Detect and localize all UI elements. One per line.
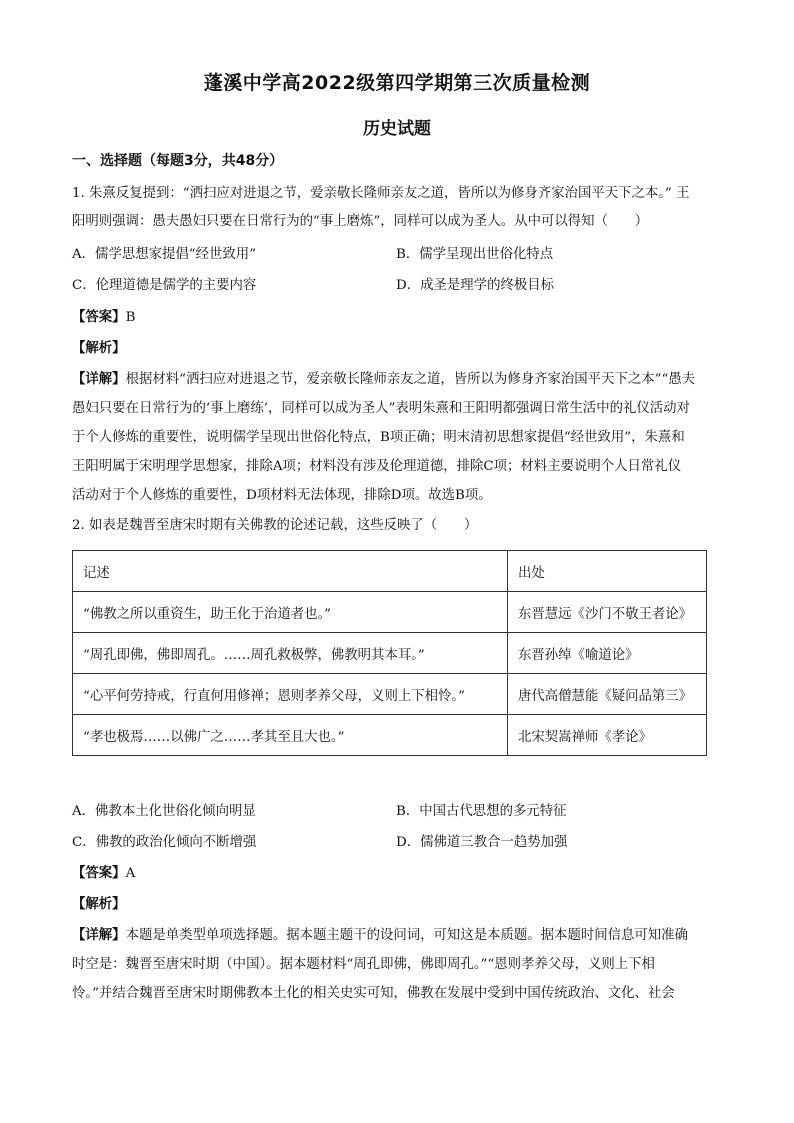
table-cell-source: 唐代高僧慧能《疑问品第三》: [508, 674, 707, 715]
q1-detail-text-1: 根据材料“洒扫应对进退之节，爱亲敬长隆师亲友之道，皆所以为修身齐家治国平天下之本”“愚夫: [125, 372, 696, 387]
table-cell-record: “佛教之所以重资生，助王化于治道者也。”: [73, 592, 508, 633]
exam-title: 蓬溪中学高2022级第四学期第三次质量检测: [203, 72, 591, 94]
q2-detail-line-3: 怜。”并结合魏晋至唐宋时期佛教本土化的相关史实可知，佛教在发展中受到中国传统政治、文化、社会: [72, 986, 675, 1001]
table-row: [73, 674, 707, 715]
q1-option-a: A．儒学思想家提倡“经世致用”: [72, 247, 257, 262]
q1-detail-line-1: [72, 366, 722, 393]
q1-analysis: [72, 337, 126, 356]
analysis-label: 【解析】: [72, 897, 126, 912]
table-cell-source: 北宋契嵩禅师《孝论》: [508, 715, 707, 756]
table-cell-record: “心平何劳持戒，行直何用修禅；恩则孝养父母，义则上下相怜。”: [73, 674, 508, 715]
q1-detail-line-4: 王阳明属于宋明理学思想家，排除A项；材料没有涉及伦理道德，排除C项；材料主要说明个人日常礼仪: [72, 459, 682, 474]
q1-stem-line-2: 阳明则强调：愚夫愚妇只要在日常行为的“事上磨炼”，同样可以成为圣人。从中可以得知（ ）: [72, 214, 649, 229]
table-header-row: [73, 551, 707, 592]
q2-option-d: D．儒佛道三教合一趋势加强: [396, 835, 568, 850]
q1-detail-line-2: 愚妇只要在日常行为的‘事上磨练’，同样可以成为圣人”表明朱熹和王阳明都强调日常生活中的礼仪活动对: [72, 401, 690, 416]
q2-option-c: C．佛教的政治化倾向不断增强: [72, 835, 257, 850]
q2-detail-line-1: [72, 922, 722, 949]
table-header-record: 记述: [73, 551, 508, 592]
table-row: [73, 715, 707, 756]
q1-option-b: B．儒学呈现出世俗化特点: [396, 247, 554, 262]
q2-stem: 2. 如表是魏晋至唐宋时期有关佛教的论述记载，这些反映了（ ）: [72, 518, 478, 533]
q1-answer: [72, 306, 135, 325]
q2-analysis: [72, 893, 126, 912]
analysis-label: 【解析】: [72, 341, 126, 356]
table-cell-record: “孝也极焉……以佛广之……孝其至且大也。”: [73, 715, 508, 756]
table-cell-source: 东晋孙绰《喻道论》: [508, 633, 707, 674]
q1-detail-line-3: 于个人修炼的重要性，说明儒学呈现出世俗化特点，B项正确；明末清初思想家提倡“经世致用”，朱熹和: [72, 430, 685, 445]
detail-label: 【详解】: [72, 928, 126, 943]
table-cell-source: 东晋慧远《沙门不敬王者论》: [508, 592, 707, 633]
q2-answer: [72, 862, 135, 881]
q2-answer-value: A: [125, 866, 136, 881]
q2-option-a: A．佛教本土化世俗化倾向明显: [72, 804, 256, 819]
detail-label: 【详解】: [72, 372, 126, 387]
table-cell-record: “周孔即佛，佛即周孔。……周孔救极弊，佛教明其本耳。”: [73, 633, 508, 674]
q2-reference-table: [72, 550, 707, 756]
table-row: [73, 592, 707, 633]
table-row: [73, 633, 707, 674]
q2-detail-text-1: 本题是单类型单项选择题。据本题主题干的设问词，可知这是本质题。据本题时间信息可知准确: [125, 928, 688, 943]
q2-detail-line-2: 时空是：魏晋至唐宋时期（中国）。据本题材料“周孔即佛，佛即周孔。”“恩则孝养父母，义则上下相: [72, 957, 655, 972]
q1-option-c: C．伦理道德是儒学的主要内容: [72, 278, 257, 293]
exam-subtitle: 历史试题: [363, 119, 431, 139]
q1-answer-value: B: [125, 310, 136, 325]
answer-label: 【答案】: [72, 310, 126, 325]
q1-stem-line-1: 1. 朱熹反复提到：“洒扫应对进退之节，爱亲敬长隆师亲友之道，皆所以为修身齐家治国平天下之本。” 王: [72, 186, 690, 201]
table-header-source: 出处: [508, 551, 707, 592]
section-heading: 一、选择题（每题3分，共48分）: [72, 153, 284, 169]
answer-label: 【答案】: [72, 866, 126, 881]
q1-detail-line-5: 活动对于个人修炼的重要性，D项材料无法体现，排除D项。故选B项。: [72, 488, 492, 503]
q2-option-b: B．中国古代思想的多元特征: [396, 804, 567, 819]
q1-option-d: D．成圣是理学的终极目标: [396, 278, 555, 293]
